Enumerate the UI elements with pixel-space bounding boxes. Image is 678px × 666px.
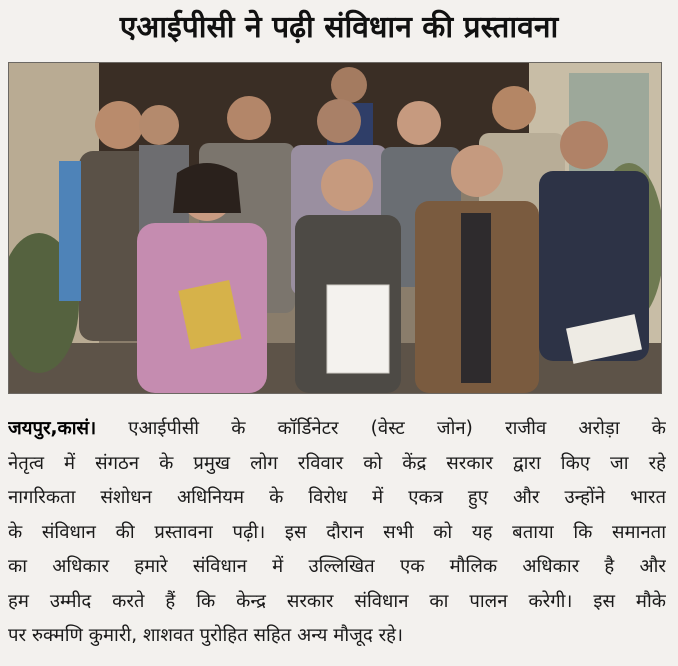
news-photo xyxy=(8,62,662,394)
page-headline: एआईपीसी ने पढ़ी संविधान की प्रस्तावना xyxy=(119,10,559,45)
group-photo-illustration xyxy=(9,63,661,393)
article-text-line: का अधिकार हमारे संविधान में उल्लिखित एक मौलिक अधिकार है और xyxy=(8,556,666,577)
article-body xyxy=(8,412,666,654)
dateline: जयपुर,कासं। xyxy=(8,418,97,439)
article-line-1 xyxy=(8,412,666,447)
article-text-line: के संविधान की प्रस्तावना पढ़ी। इस दौरान सभी को यह बताया कि समानता xyxy=(8,521,666,543)
article-text-line: नागरिकता संशोधन अधिनियम के विरोध में एकत्र हुए और उन्होंने भारत xyxy=(8,487,666,508)
article-text-line: नेतृत्व में संगठन के प्रमुख लोग रविवार को केंद्र सरकार द्वारा किए जा रहे xyxy=(8,452,666,474)
article-text-line: पर रुक्मणि कुमारी, शाशवत पुरोहित सहित अन्य मौजूद रहे। xyxy=(8,625,403,646)
article-text-line: एआईपीसी के कॉर्डिनेटर (वेस्ट जोन) राजीव अरोड़ा के xyxy=(96,418,666,439)
article-text-line: हम उम्मीद करते हैं कि केन्द्र सरकार संविधान का पालन करेगी। इस मौके xyxy=(8,590,666,612)
